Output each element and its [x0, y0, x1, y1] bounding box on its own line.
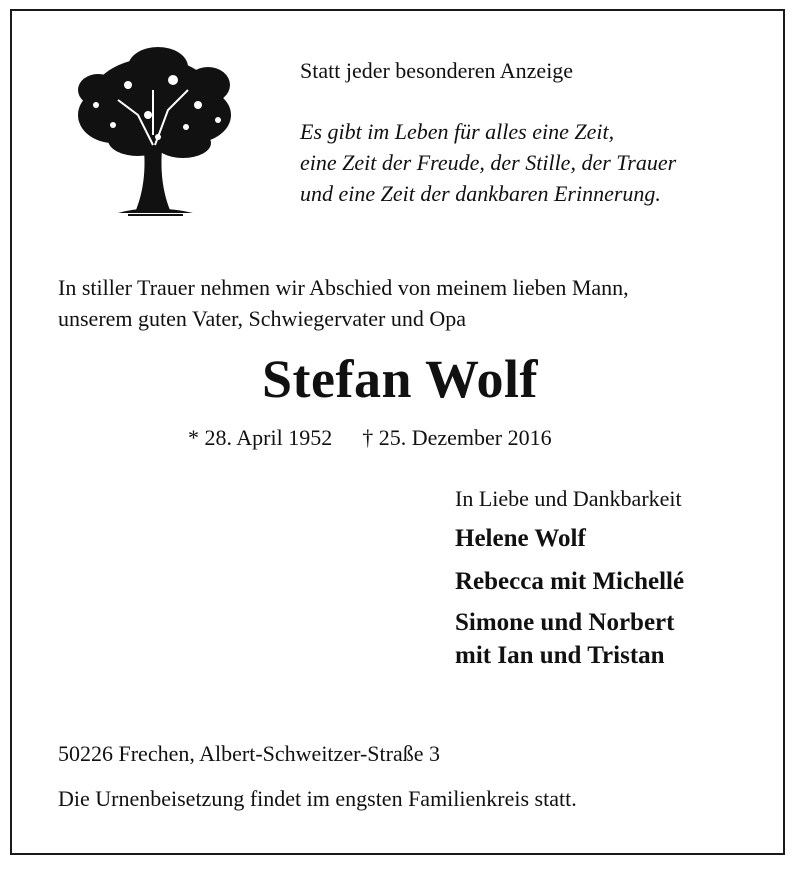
death-date: † 25. Dezember 2016: [362, 425, 552, 450]
mourning-text: [58, 272, 629, 334]
mourner-name: Rebecca mit Michellé: [455, 568, 685, 595]
birth-date: * 28. April 1952: [188, 425, 333, 450]
burial-note: Die Urnenbeisetzung findet im engsten Familienkreis statt.: [58, 786, 577, 811]
mourning-line: In stiller Trauer nehmen wir Abschied von meinem lieben Mann,: [58, 275, 629, 300]
life-dates: [188, 425, 552, 451]
deceased-name: Stefan Wolf: [261, 349, 539, 409]
verse-line: und eine Zeit der dankbaren Erinnerung.: [300, 181, 661, 206]
closing-text: In Liebe und Dankbarkeit: [455, 486, 682, 511]
mourning-line: unserem guten Vater, Schwiegervater und Opa: [58, 306, 467, 331]
mourner-group: [455, 606, 674, 672]
mourner-name: mit Ian und Tristan: [455, 642, 665, 669]
mourner-name: Simone und Norbert: [455, 609, 675, 636]
verse: [300, 116, 676, 209]
intro-text: Statt jeder besonderen Anzeige: [300, 58, 574, 83]
mourner-name: Helene Wolf: [455, 525, 586, 552]
address: 50226 Frechen, Albert-Schweitzer-Straße 3: [58, 741, 440, 766]
verse-line: eine Zeit der Freude, der Stille, der Trauer: [300, 150, 677, 175]
verse-line: Es gibt im Leben für alles eine Zeit,: [300, 119, 615, 144]
tree-icon: [58, 45, 248, 220]
